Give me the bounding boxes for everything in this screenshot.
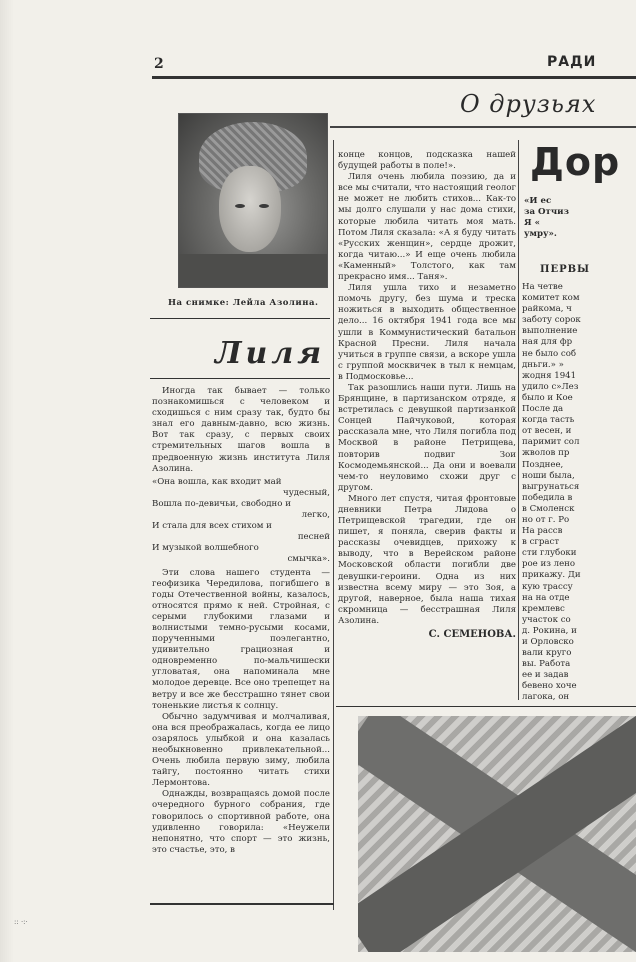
poem-line: легко, [301, 510, 330, 521]
page-number: 2 [154, 56, 164, 72]
epigraph-line: «И ес [524, 196, 552, 206]
poem-line: И стала для всех стихом и [152, 521, 272, 532]
column3-line: прикажу. Ди [522, 570, 581, 581]
column3-line: и Орловско [522, 637, 574, 647]
column3-line: было и Кое [522, 392, 573, 403]
column3-line: на на отде [522, 592, 570, 603]
column3-line: жволов пр [522, 448, 570, 459]
poem-line: И музыкой волшебного [152, 543, 259, 554]
column3-line: когда тасть [522, 415, 575, 426]
column3-line: вы. Работа [522, 659, 571, 670]
intro-paragraph: Иногда так бывает — только познакомишься с человеком и сходишься с ним сразу так, будто бы знал его давным-давно, всю жизнь. Вот так сразу, с первых своих стремительных шагов вошла в предвоенную жизнь института Лиля Азолина. [152, 386, 330, 474]
poem-line: смычка». [287, 554, 330, 565]
bottom-photo [358, 716, 636, 952]
photo-coat [179, 254, 327, 288]
column3-title: Дор [530, 140, 621, 184]
column3-line: в Смоленск [522, 503, 575, 514]
column3-epigraph [524, 196, 636, 240]
column-divider [333, 140, 334, 910]
portrait-photo [178, 113, 328, 288]
column3-line: лагока, он [522, 692, 570, 702]
poem-line: Вошла по-девичьи, свободно и [152, 498, 291, 509]
paragraph: Обычно задумчивая и молчаливая, она вся преображалась, когда ее лицо озарялось улыбкой и она казалась необыкновенно привлекательной... Очень любила первую зиму, любила тайгу, постоянно читать стихи Лермонтова. [152, 711, 330, 789]
photo-eye [259, 204, 269, 208]
column3-subtitle: ПЕРВЫ [540, 264, 591, 275]
article-column-2 [338, 150, 516, 640]
epigraph-line: умру». [524, 229, 557, 239]
column3-line: ноши была, [522, 470, 575, 481]
column3-line: комитет ком [522, 293, 580, 304]
column3-text [522, 282, 636, 702]
column3-line: жодня 1941 [522, 370, 577, 381]
paragraph: Так разошлись наши пути. Лишь на Брянщине, в партизанском отряде, я встретилась с девушкой партизанкой Сонцей Пайчуковой, которая рассказала мне, что Лиля погибла под Москвой в районе Петрищева, повторив подвиг Зои Космодемьянской... Да они и воевали чем-то неуловимо схожи друг с другом. [338, 382, 516, 493]
masthead: РАДИ [547, 54, 597, 70]
section-title: О друзьях [460, 90, 597, 118]
column3-line: бевено хоче [522, 681, 577, 692]
column3-line: в сграст [522, 537, 560, 548]
column3-line: На четве [522, 282, 563, 292]
column3-line: удило с»Лез [522, 381, 579, 392]
margin-marks: :: ·:· [14, 918, 28, 926]
poem-line: «Она вошла, как входит май [152, 476, 282, 487]
caption-rule [150, 318, 330, 319]
paragraph: Однажды, возвращаясь домой после очередного бурного собрания, где говорилось о спортивной работе, она удивленно говорила: «Неужели непонятно, что спорт — это жизнь, это счастье, это, в [152, 789, 330, 855]
column3-line: ная для фр [522, 337, 573, 348]
poem-line: песней [297, 532, 330, 543]
column3-line: После да [522, 404, 564, 415]
paragraph: Много лет спустя, читая фронтовые дневники Петра Лидова о Петрищевской трагедии, где он пишет, я поняла, сверив факты и рассказы очевидцев, прихожу к выводу, что в Верейском районе Московской области погибли две девушки-героини. Одна из них известна всему миру — это Зоя, а другой, наверное, была наша тихая скромница — бесстрашная Лиля Азолина. [338, 493, 516, 626]
article-title: Лиля [215, 336, 326, 371]
photo-face [219, 166, 281, 252]
column3-line: д. Рокина, и [522, 625, 577, 636]
page-edge [0, 0, 14, 962]
column3-line: Позднее, [522, 459, 564, 470]
column3-line: участок со [522, 614, 571, 625]
column3-line: выгрунаться [522, 481, 580, 492]
article-column-1 [152, 386, 330, 856]
paragraph: Лиля ушла тихо и незаметно помочь другу, без шума и треска ножиться в выходить общественное дело... 16 октября 1941 года все мы ушли в Коммунистический батальон Красной Пресни. Лиля начала учиться в группе связи, а вскоре ушла с группой москвичек в тыл к немцам, в Подмосковье... [338, 283, 516, 382]
column3-line: рое из лено [522, 559, 576, 570]
column3-line: На рассв [522, 526, 563, 537]
top-rule [152, 76, 636, 79]
column3-line: сти глубоки [522, 548, 577, 559]
column3-line: райкома, ч [522, 304, 572, 315]
author-signature: С. СЕМЕНОВА. [428, 629, 516, 641]
column3-line: победила в [522, 492, 573, 503]
column3-line: вали круго [522, 648, 572, 659]
poem-line: чудесный, [283, 487, 330, 498]
paragraph: Эти слова нашего студента — геофизика Чередилова, погибшего в годы Отечественной войны, казалось, относятся прямо к ней. Стройная, с серыми глубокими глазами и волнистыми темно-русыми косами, порученными поэлегантно, удивительно грациозная и одновременно по-мальчишески угловатая, она напоминала мне молодое деревце. Все оно трепещет на ветру и все же бесстрашно тянет свои тоненькие листья к солнцу. [152, 567, 330, 711]
epigraph-line: за Отчиз [524, 207, 570, 217]
epigraph-line: Я « [524, 218, 540, 228]
title-rule [150, 378, 330, 379]
photo-caption: На снимке: Лейла Азолина. [168, 298, 319, 308]
section-rule [330, 126, 636, 128]
column3-line: паримит сол [522, 437, 580, 448]
poem [152, 477, 330, 566]
column3-line: кремлевс [522, 603, 565, 614]
column3-line: дньги.» » [522, 359, 564, 370]
bottom-rule [150, 903, 334, 905]
column3-line: не было соб [522, 348, 577, 359]
column-divider [518, 140, 519, 700]
paragraph: Лиля очень любила поэзию, да и все мы считали, что настоящий геолог не может не любить стихов... Как-то мы долго слушали у нас дома стихи, которые любила читать моя мать. Потом Лиля сказала: «А я буду читать «Русских женщин», сердце дрожит, когда читаю...» И еще очень любила «Каменный» Толстого, как там прекрасно имя... Таня». [338, 172, 516, 283]
column3-line: но от г. Ро [522, 514, 570, 525]
column3-line: заботу сорок [522, 315, 581, 326]
photo-eye [235, 204, 245, 208]
column3-line: от весен, и [522, 426, 572, 437]
column3-line: кую трассу [522, 581, 573, 592]
column3-line: ее и задав [522, 670, 569, 681]
section-rule-mid [336, 706, 636, 707]
column3-line: выполнение [522, 326, 578, 337]
paragraph: конце концов, подсказка нашей будущей работы в поле!». [338, 150, 516, 172]
